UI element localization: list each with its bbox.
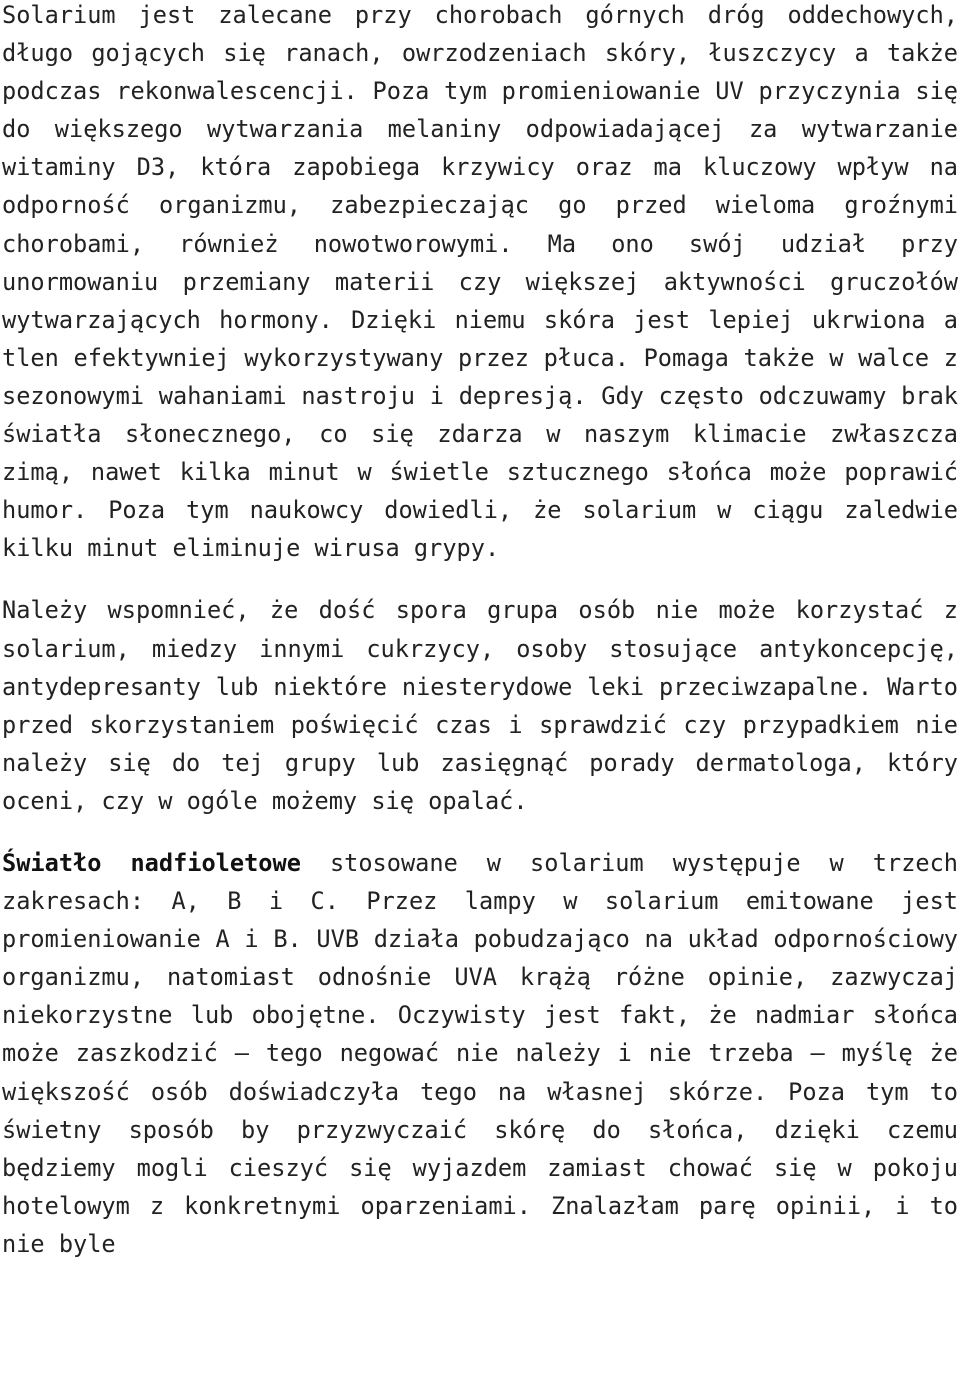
- paragraph-contraindications: Należy wspomnieć, że dość spora grupa osób nie może korzystać z solarium, miedzy innymi cukrzycy, osoby stosujące antykoncepcję, antydepresanty lub niektóre niesterydowe leki przeciwzapalne. Warto przed skorzystaniem poświęcić czas i sprawdzić czy przypadkiem nie należy się do tej grupy lub zasięgnąć porady dermatologa, który oceni, czy w ogóle możemy się opalać.: [2, 596, 958, 815]
- article-body: [2, 0, 958, 1287]
- paragraph-lead-bold: Światło nadfioletowe: [2, 848, 301, 877]
- paragraph-uv-light: [2, 844, 958, 1263]
- paragraph-benefits: Solarium jest zalecane przy chorobach górnych dróg oddechowych, długo gojących się ranach, owrzodzeniach skóry, łuszczycy a także podczas rekonwalescencji. Poza tym promieniowanie UV przyczynia się do większego wytwarzania melaniny odpowiadającej za wytwarzanie witaminy D3, która zapobiega krzywicy oraz ma kluczowy wpływ na odporność organizmu, zabezpieczając go przed wieloma groźnymi chorobami, również nowotworowymi. Ma ono swój udział przy unormowaniu przemiany materii czy większej aktywności gruczołów wytwarzających hormony. Dzięki niemu skóra jest lepiej ukrwiona a tlen efektywniej wykorzystywany przez płuca. Pomaga także w walce z sezonowymi wahaniami nastroju i depresją. Gdy często odczuwamy brak światła słonecznego, co się zdarza w naszym klimacie zwłaszcza zimą, nawet kilka minut w świetle sztucznego słońca może poprawić humor. Poza tym naukowcy dowiedli, że solarium w ciągu zaledwie kilku minut eliminuje wirusa grypy.: [2, 1, 958, 563]
- paragraph-uv-light-text: stosowane w solarium występuje w trzech zakresach: A, B i C. Przez lampy w solarium emitowane jest promieniowanie A i B. UVB działa pobudzająco na układ odpornościowy organizmu, natomiast odnośnie UVA krążą różne opinie, zazwyczaj niekorzystne lub obojętne. Oczywisty jest fakt, że nadmiar słońca może zaszkodzić — tego negować nie należy i nie trzeba — myślę że większość osób doświadczyła tego na własnej skórze. Poza tym to świetny sposób by przyzwyczaić skórę do słońca, dzięki czemu będziemy mogli cieszyć się wyjazdem zamiast chować się w pokoju hotelowym z konkretnymi oparzeniami. Znalazłam parę opinii, i to nie byle: [2, 848, 959, 1258]
